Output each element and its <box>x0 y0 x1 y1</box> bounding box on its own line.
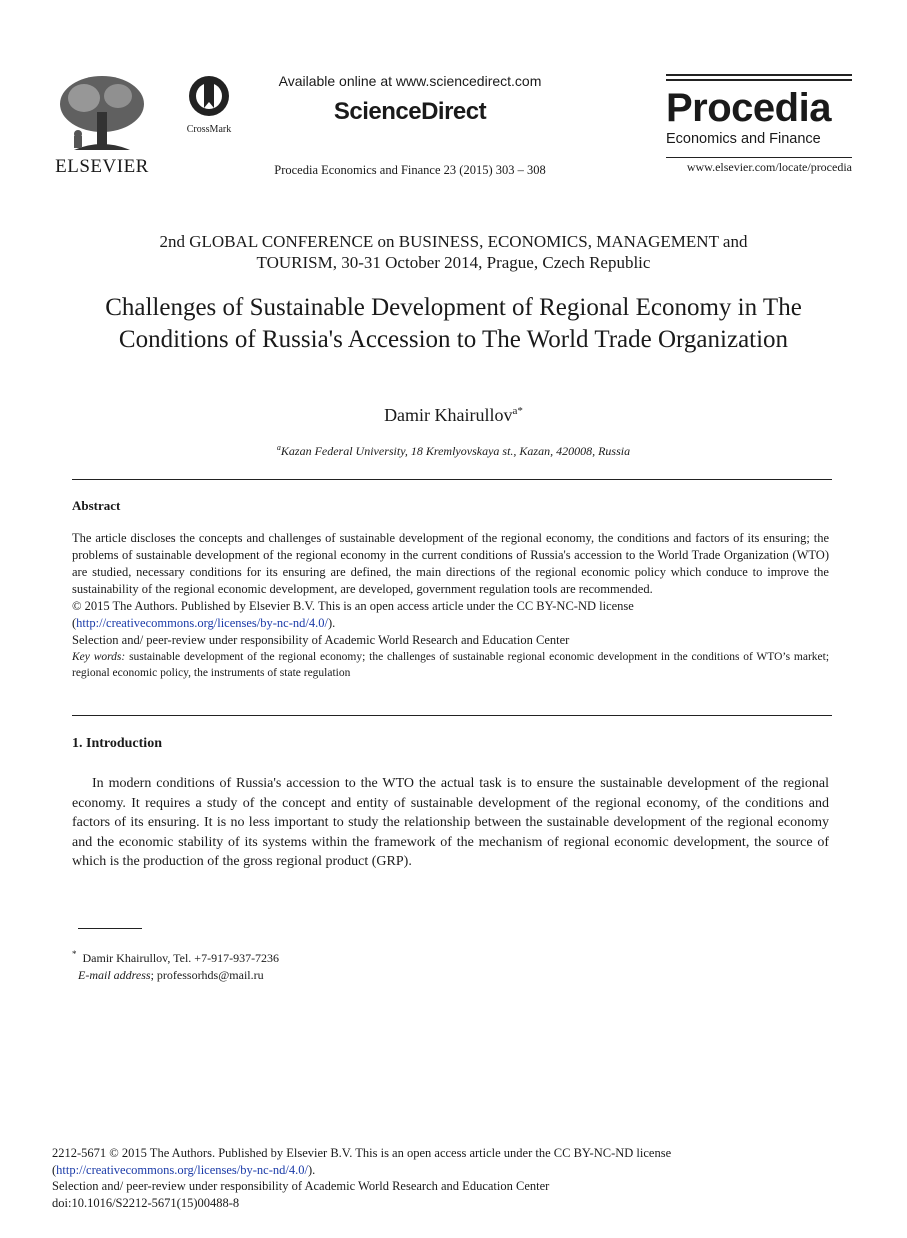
divider <box>72 479 832 480</box>
section-body: In modern conditions of Russia's accession to the WTO the actual task is to ensure the sustainable development of the regional economy. It requires a study of the concept and entity of sustainable development of the regional economy, of the conditions and factors of its ensuring. It is no less important to study the relationship between the sustainable development of the regional economy and the economic stability of its systems within the framework of the mechanism of regional economic development, the source of which is the production of the gross regional product (GRP). <box>72 776 829 869</box>
email-address[interactable]: professorhds@mail.ru <box>156 967 264 982</box>
footer-license-link[interactable]: http://creativecommons.org/licenses/by-nc-nd/4.0/ <box>56 1162 308 1177</box>
paren: ( <box>72 616 77 630</box>
abstract-text: The article discloses the concepts and challenges of sustainable development of the regional economy, the conditions and factors of its ensuring; the problems of sustainable development of the regional economy in the current conditions of Russia's accession to the World Trade Organization (WTO) are studied, necessary conditions for its ensuring are defined, the main directions of the regional economic policy which conduce to improve the sustainability of the regional economic development, are developed, government regulation tools are recommended. <box>72 531 829 596</box>
footnote-contact <box>72 946 572 967</box>
section-heading: 1. Introduction <box>72 736 162 751</box>
sciencedirect-logo: ScienceDirect <box>333 98 487 125</box>
contact-text: Damir Khairullov, Tel. +7-917-937-7236 <box>82 951 280 965</box>
paren: ). <box>307 1162 316 1177</box>
footnote <box>72 946 572 983</box>
affiliation <box>60 443 847 459</box>
author-mark: a* <box>512 405 523 417</box>
license-link[interactable]: http://creativecommons.org/licenses/by-nc-nd/4.0/ <box>76 616 328 630</box>
paren: ( <box>52 1162 57 1177</box>
paper-title: Challenges of Sustainable Development of Regional Economy in The Conditions of Russia's Accession to The World Trade Organization <box>105 294 802 353</box>
abstract-body <box>72 530 829 681</box>
elsevier-logo <box>52 72 152 180</box>
procedia-title: Procedia <box>666 86 831 130</box>
divider <box>72 715 832 716</box>
affiliation-mark: a <box>276 443 281 452</box>
footnote-rule <box>78 928 142 929</box>
available-online: Available online at www.sciencedirect.com <box>278 73 542 89</box>
conference-line: TOURISM, 30-31 October 2014, Prague, Czech Republic <box>256 253 651 272</box>
peer-review-line: Selection and/ peer-review under responsibility of Academic World Research and Education Center <box>72 633 570 647</box>
copyright-line: © 2015 The Authors. Published by Elsevier B.V. This is an open access article under the CC BY-NC-ND license <box>72 599 634 613</box>
elsevier-tree-icon <box>54 72 150 154</box>
keywords-text: sustainable development of the regional economy; the challenges of sustainable regional economic development in the conditions of WTO’s market; regional economic policy, the instruments of state regulation <box>72 651 830 679</box>
keywords <box>72 650 829 681</box>
crossmark-badge[interactable] <box>178 74 240 135</box>
author <box>60 405 847 426</box>
brand-bar <box>666 74 852 76</box>
footnote-email <box>72 967 572 984</box>
keywords-label: Key words: <box>72 651 126 663</box>
issn-line: 2212-5671 © 2015 The Authors. Published by Elsevier B.V. This is an open access article under the CC BY-NC-ND license <box>52 1146 672 1160</box>
journal-reference: Procedia Economics and Finance 23 (2015) 303 – 308 <box>274 163 546 177</box>
email-sep: ; <box>150 967 157 982</box>
footnote-mark: * <box>72 949 77 959</box>
footer-license-line <box>52 1162 812 1179</box>
footer-peer-review: Selection and/ peer-review under responsibility of Academic World Research and Education Center <box>52 1179 550 1193</box>
brand-bar <box>666 79 852 81</box>
doi[interactable]: doi:10.1016/S2212-5671(15)00488-8 <box>52 1195 240 1210</box>
conference-line: 2nd GLOBAL CONFERENCE on BUSINESS, ECONOMICS, MANAGEMENT and <box>159 232 748 251</box>
page-footer <box>52 1145 812 1211</box>
license-line <box>72 615 829 632</box>
author-name: Damir Khairullov <box>384 405 513 425</box>
conference-info <box>60 231 847 273</box>
crossmark-label: CrossMark <box>186 124 232 135</box>
procedia-brand <box>666 74 852 175</box>
procedia-url[interactable]: www.elsevier.com/locate/procedia <box>666 157 852 175</box>
email-label: E-mail address <box>78 967 151 982</box>
paren: ). <box>327 616 336 630</box>
publisher-name: ELSEVIER <box>55 156 149 177</box>
crossmark-icon <box>187 74 231 118</box>
procedia-subtitle: Economics and Finance <box>666 131 821 147</box>
abstract-heading: Abstract <box>72 498 121 513</box>
affiliation-text: Kazan Federal University, 18 Kremlyovskaya st., Kazan, 420008, Russia <box>280 444 631 458</box>
